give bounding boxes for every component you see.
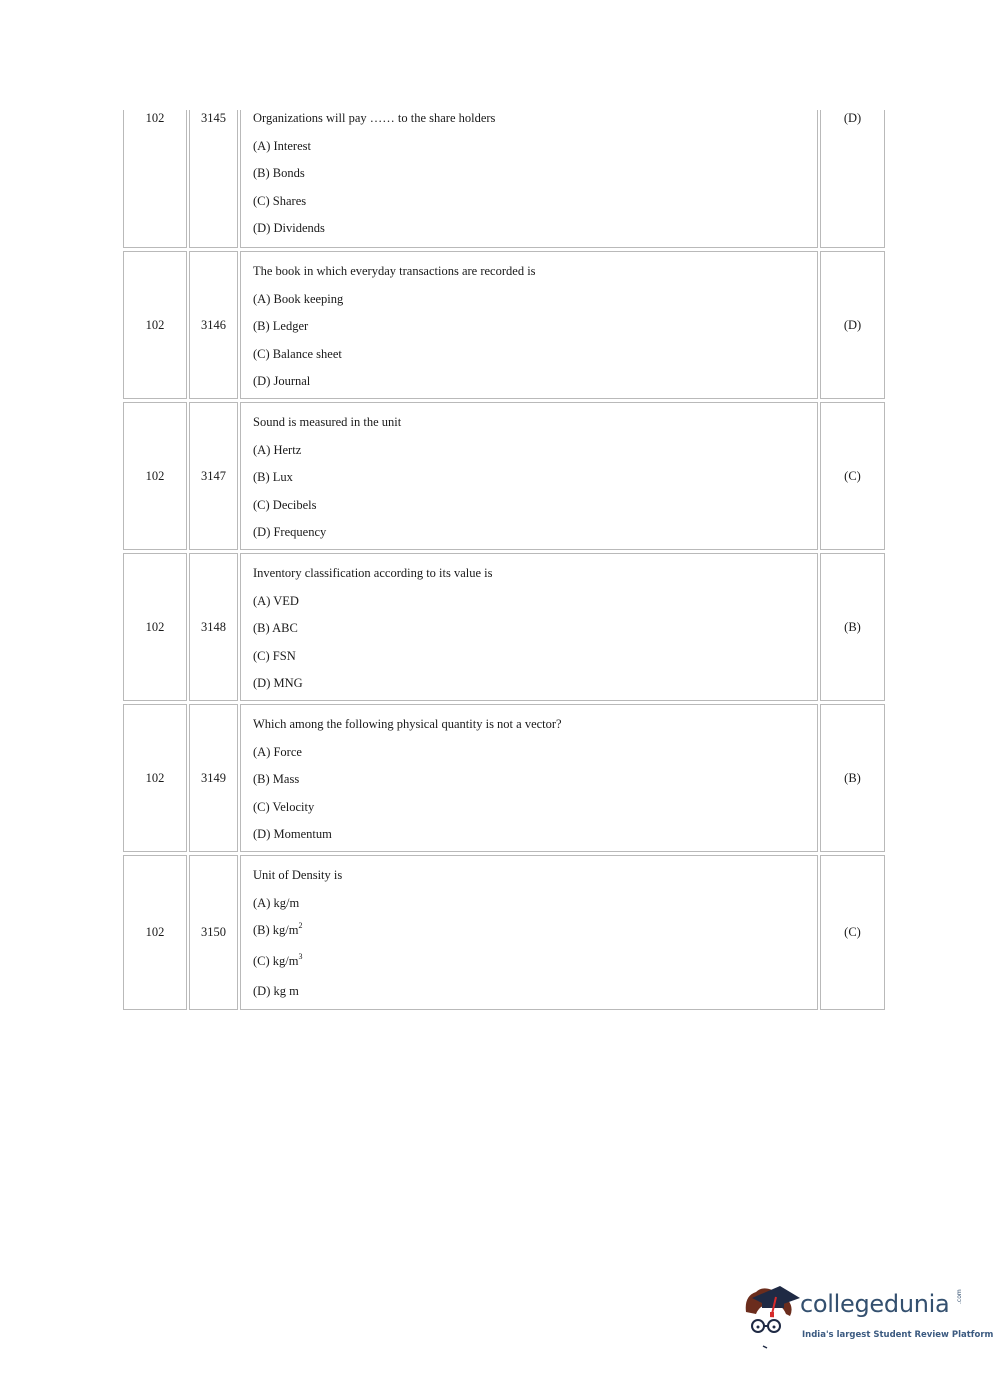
question-text: Which among the following physical quantity is not a vector? <box>253 717 562 731</box>
option: (B) Mass <box>253 772 300 787</box>
option: (A) Force <box>253 744 302 759</box>
question-number: 3150 <box>189 855 238 1010</box>
table-row <box>123 704 885 852</box>
option: (D) Frequency <box>253 525 327 540</box>
answer: (B) <box>820 704 885 852</box>
question-text: Sound is measured in the unit <box>253 415 402 429</box>
subject-code: 102 <box>123 553 187 701</box>
question-cell <box>240 402 818 550</box>
option <box>253 951 805 985</box>
option: (A) Interest <box>253 138 311 153</box>
question-table <box>123 110 885 1010</box>
option-text: (B) kg/m <box>253 923 299 938</box>
subject-code: 102 <box>123 110 187 248</box>
table-row <box>123 110 885 248</box>
option: (C) FSN <box>253 648 296 663</box>
option: (D) Journal <box>253 374 311 389</box>
option-text: (C) kg/m <box>253 953 299 968</box>
brand-suffix: .com <box>956 1289 963 1304</box>
option: (B) Bonds <box>253 166 305 181</box>
option: (A) kg/m <box>253 895 300 910</box>
question-number: 3146 <box>189 251 238 399</box>
option: (A) VED <box>253 593 299 608</box>
subject-code: 102 <box>123 251 187 399</box>
subject-code: 102 <box>123 402 187 550</box>
option: (B) Ledger <box>253 319 309 334</box>
option: (D) Dividends <box>253 221 325 236</box>
option: (C) Shares <box>253 193 307 208</box>
option: (A) Hertz <box>253 442 302 457</box>
question-cell <box>240 251 818 399</box>
question-cell <box>240 704 818 852</box>
question-cell <box>240 553 818 701</box>
option: (B) Lux <box>253 470 293 485</box>
table-row <box>123 251 885 399</box>
table-row <box>123 855 885 1010</box>
option: (D) MNG <box>253 676 303 691</box>
question-number: 3145 <box>189 110 238 248</box>
option <box>253 923 805 954</box>
option: (B) ABC <box>253 621 298 636</box>
superscript: 2 <box>298 921 303 931</box>
subject-code: 102 <box>123 855 187 1010</box>
question-number: 3148 <box>189 553 238 701</box>
option: (C) Velocity <box>253 799 315 814</box>
option: (C) Balance sheet <box>253 346 342 361</box>
option: (A) Book keeping <box>253 291 344 306</box>
superscript: 3 <box>298 951 303 961</box>
question-number: 3147 <box>189 402 238 550</box>
question-cell <box>240 110 818 248</box>
question-text: Organizations will pay …… to the share holders <box>253 111 496 125</box>
answer: (B) <box>820 553 885 701</box>
question-text: Unit of Density is <box>253 868 343 882</box>
brand-tagline: India's largest Student Review Platform <box>802 1330 994 1340</box>
question-number: 3149 <box>189 704 238 852</box>
collegedunia-logo <box>742 1282 994 1352</box>
answer: (C) <box>820 402 885 550</box>
table-row <box>123 553 885 701</box>
mascot-icon <box>742 1282 802 1352</box>
answer: (C) <box>820 855 885 1010</box>
question-text: The book in which everyday transactions are recorded is <box>253 264 536 278</box>
option: (D) kg m <box>253 984 299 999</box>
answer: (D) <box>820 110 885 248</box>
question-text: Inventory classification according to its value is <box>253 566 493 580</box>
option: (D) Momentum <box>253 827 332 842</box>
subject-code: 102 <box>123 704 187 852</box>
option: (C) Decibels <box>253 497 317 512</box>
brand-name: collegedunia <box>800 1290 950 1318</box>
table-row <box>123 402 885 550</box>
question-cell <box>240 855 818 1010</box>
answer: (D) <box>820 251 885 399</box>
